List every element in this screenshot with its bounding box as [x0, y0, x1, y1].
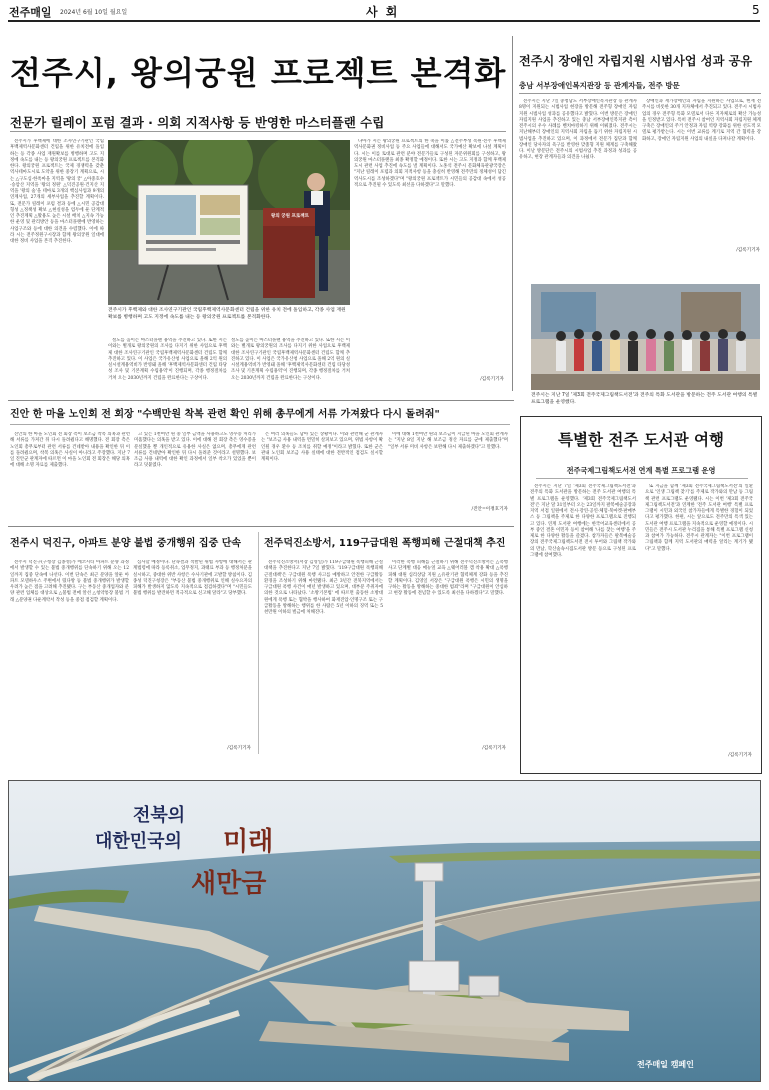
side2-subhead: 전주국제그림책도서전 연계 특별 프로그램 운영 [566, 466, 716, 475]
small2-byline: /김록기기자 [482, 746, 506, 751]
side2-column-1 [530, 484, 636, 748]
lead-photo-caption: 전주시가 후백제와 대한 조사연구기관인 국립후백제역사문화센터 건립을 위한 유치 전에 돌입하고, 각종 사업 재원확보를 병행하며 고도 지정에 속도를 내는 등 왕의궁원 프로젝트를 본격화한다. [108, 308, 346, 320]
small1-column-2 [133, 560, 252, 745]
lead-subhead: 전문가 릴레이 포럼 결과 · 의회 지적사항 등 반영한 마스터플랜 수립 [10, 115, 385, 130]
issue-date: 2024년 6월 10일 월요일 [60, 9, 128, 16]
page-number: 5 [752, 3, 760, 17]
small2-headline: 전주덕진소방서, 119구급대원 폭행피해 근절대책 추진 [264, 538, 506, 549]
banner-column-1 [10, 432, 130, 514]
small2-col1-text: 전주덕진소방서(서장 김영일)가 119구급대원 폭행피해 근절대책을 추진한다고 지난 7일 밝혔다. '119구급대원 폭행피해 근절대책'은 구급대원 폭행 사고를 예방하고 안전한 구급활동 환경을 조성하기 위해 마련됐다. 최근 3년간 전북지역에서는 구급대원 폭행 사건이 매년 발생하고 있으며, 대부분 주취자에 의한 것으로 나타났다. '소방기본법' 에 따르면 출동한 소방대원에게 폭행 또는 협박을 행사하여 화재진압·인명구조 또는 구급활동을 방해하는 행위를 한 사람은 5년 이하의 징역 또는 5천만원 이하의 벌금에 처해진다. [264, 560, 383, 615]
lead-column-2 [108, 338, 227, 382]
banner-col2-text: 고 있는 1천여만 원 중 일부 금액을 사용하고도 영수증 처리가 미흡했다는 의혹을 받고 있다. 이에 대해 전 회장 측은 영수증을 분실했을 뿐 개인적으로 유용한 사실은 없으며, 총무에게 관련 서류를 건네받아 확인한 뒤 다시 돌려준 것이라고 설명했다. 보조금 사용 내역에 대한 확인 과정에서 일부 착오가 있었을 뿐이라고 덧붙였다. [134, 432, 256, 469]
lead-col1-text: 전주시가 후백제에 대한 조사연구기관인 국립후백제역사문화센터 건립을 위한 유치전에 돌입하는 등 각종 사업 재원확보를 병행하며 고도 지정에 속도를 내는 등 왕의궁원 프로젝트를 본격화한다. 왕의궁원 프로젝트는 국제 경쟁력을 갖춘 역사테마도시로 도약을 위한 중장기 계획으로, 시는 △구도심·한옥마을 지역을 '왕의 궁' △아중호수·승암산 지역을 '왕의 정원' △덕진공원·건지산 지역을 '왕의 숲'을 테마로 3개의 핵심사업과 9개의 연계사업, 27개의 세부사업을 추진할 계획이다. 또, 전문가 릴레이 포럼 결과 등에 △시민 공감대 형성 △정책성 확보 △현실성을 염두에 둔 단계적인 추진계획 △활용도 높은 시설 배치 △지속 가능한 운영 및 관리방안 등을 마스터플랜에 반영하는 사업구조와 등에 대한 의견을 수렴했다. 이에 따라 시는 전주정원구시장과 함께 왕의궁원 일대에 대한 정비 사업을 본격 추진한다. [10, 139, 104, 244]
side1-subhead: 충남 서부장애인복지관장 등 관계자들, 전주 방문 [519, 81, 680, 90]
lead-column-3 [231, 338, 350, 382]
lead-column-4 [354, 139, 506, 374]
lead-byline: /김록기기자 [480, 377, 504, 382]
ad-line-4: 새만금 [191, 869, 267, 899]
saemangeum-ad [8, 780, 761, 1082]
side2-rule [536, 478, 748, 479]
column-divider [512, 36, 513, 391]
banner-column-4 [388, 432, 508, 504]
ad-credit: 전주매일 캠페인 [637, 1060, 694, 1069]
small1-headline: 전주시 덕진구, 아파트 분양 불법 중개행위 집중 단속 [10, 538, 242, 549]
banner-byline: /진안=이정호기자 [471, 507, 508, 512]
side1-headline: 전주시 장애인 자립지원 시범사업 성과 공유 [519, 54, 753, 68]
banner-column-2 [134, 432, 256, 514]
small1-col1-text: 전주시 덕진구(구청장 김종성)가 에코시티 아파트 분양 과정에서 발생할 수 있는 불법 중개행위를 단속하기 위해 오는 12일까지 집중 단속에 나선다. 이번 단속은 최근 분양을 앞둔 아파트 모델하우스 주변에서 떴다방 등 불법 중개행위가 발생할 우려가 높은 점을 고려해 추진됐다. 구는 부동산 중개업자와 분양 관련 업체를 대상으로 △불법 전매 알선 △청약통장 불법 거래 △분양권 다운계약서 작성 등을 중점 점검할 계획이다. [10, 560, 129, 603]
small2-column-2 [388, 560, 508, 745]
side1-column-1 [519, 99, 637, 275]
side-photo-caption: 전주시는 지난 7일 '제3회 전주국제그림책도서전'과 전주의 특화 도서관을 방문하는 전주 도서관 여행의 특별 프로그램을 운영했다. [531, 393, 758, 405]
banner-column-3 [261, 432, 383, 514]
ad-line-1: 전북의 [133, 805, 186, 826]
header-rule [8, 20, 760, 22]
side1-col1-text: 전주시는 지난 7일 충청남도 서부장애인복지관장 등 관계자 8명이 지원되는 시범사업 현장을 방문해 전주형 장애인 자립지원 시범사업 성과를 공유했다고 밝혔다. 이번 방문은 장애인 자립지원 사업을 추진하고 있는 충남 서부장애인복지관 측이 전주시의 우수 사례를 벤치마킹하기 위해 이뤄졌다. 전주시는 지난해부터 장애인의 지역사회 자립을 돕기 위한 자립지원 시범사업을 추진하고 있으며, 이 과정에서 전문가 집단과 함께 장애인 당사자의 욕구를 반영한 맞춤형 지원 체계를 구축해왔다. 이날 방문단은 전주시의 시범사업 추진 과정과 성과를 공유하고, 현장 관계자들과 의견을 나눴다. [519, 99, 637, 161]
masthead: 전주매일 [9, 6, 52, 19]
small2-col2-text: 이러한 폭행 피해를 근절하기 위해 전주덕진소방서는 △폭행사고 단계별 대응 매뉴얼 교육 △웨어러블 캠 착용 확대 △폭행 피해 대원 심리상담 지원 △유관기관 협력체계 강화 등을 추진할 계획이다. 김영일 서장은 "구급대원 폭행은 시민의 생명을 구하는 활동을 방해하는 중대한 범죄"라며 "구급대원이 안심하고 현장 활동에 전념할 수 있도록 최선을 다하겠다"고 말했다. [388, 560, 508, 597]
lead-photo-illustration [108, 140, 350, 305]
lead-col2-text: 설도를 높이는 마스터플랜 용역을 추진하고 있다. 또한 시는 이와는 별개로 왕의궁원의 조사를 다지기 위한 사업으로 후백제 대한 조사연구기관인 국립후백제역사문화센터 건립도 함께 추진하고 있다. 이 사업은 국가유산청 사업으로 올해 2억 원의 실시설계용역비가 반영돼 올해 '후백제역사문화센터 건립 타당성 조사 및 기본계획 수립용역'이 진행되며, 각종 행정절차를 거쳐 오는 2030년까지 건립을 완료한다는 구상이다. [108, 338, 227, 381]
lead-col3-text: 나아가 시는 왕의궁원 프로젝트의 한 축을 이룰 △전주부성 복원·전주 후백제 역사문화권 정비사업 등 주요 사업들에 대해서도 국가예산 확보에 나설 계획이다. 시는 이를 토대로 관련 분야 전문가들로 구성된 자문위원회를 구성하고, 왕의궁원 마스터플랜을 최종 확정할 예정이다. 또한 시는 고도 지정과 함께 후백제 도시 관련 사업 추진에 속도를 낼 계획이다. 노홍석 전주시 문화체육관광국장은 "지난 릴레이 포럼과 의회 지적사항 등을 충실히 반영해 전주만의 정체성이 담긴 역사도시를 조성하겠다"며 "왕의궁원 프로젝트가 시민들의 공감대 속에서 성공적으로 추진될 수 있도록 최선을 다하겠다"고 말했다. [354, 139, 506, 188]
small2-column-1 [264, 560, 383, 752]
side1-rule [519, 93, 761, 94]
podium-sign: 왕의 궁원 프로젝트 [271, 214, 309, 219]
lead-headline: 전주시, 왕의궁원 프로젝트 본격화 [10, 54, 507, 92]
banner-col1-text: 진안의 한 마을 노인회 전 회장 측이 보조금 착복 의혹과 관련해 서류를 가져간 뒤 다시 돌려줬다고 해명했다. 전 회장 측은 노인회 총무로부터 관련 서류를 건네받아 내용을 확인한 뒤 이를 돌려줬으며, 착복 의혹은 사실이 아니라고 주장했다. 지난 7일 진안군 관계자에 따르면 이 마을 노인회 전 회장은 해당 의혹에 대해 소명 자료를 제출했다. [10, 432, 130, 469]
small1-col2-text: 심사할 예정이다. 단속결과 적발된 위법 사항에 대해서는 관계법령에 따라 등록취소, 업무정지, 과태료 부과 등 행정처분을 실시하고, 중대한 위반 사항은 수사기관에 고발할 방침이다. 김종성 덕진구청장은 "부동산 불법 중개행위로 인해 실수요자의 피해가 발생하지 않도록 지속적으로 점검하겠다"며 "시민들도 불법 행위를 발견하면 적극적으로 신고해 달라"고 당부했다. [133, 560, 252, 597]
lead-column-1 [10, 139, 104, 372]
banner-col3-text: 은 여러 의혹들도 남아 있는 상황이다. 이와 관련해 군 관계자는 "보조금 사용 내역을 면밀히 살펴보고 있으며, 위법 사항이 확인될 경우 환수 등 조치를 취할 예정"이라고 밝혔다. 또한 군은 관내 노인회 보조금 사용 실태에 대한 전반적인 점검도 실시할 계획이다. [261, 432, 383, 462]
side2-col1-text: 전주시는 지난 7일 '제3회 전주국제그림책도서전'과 전주의 특화 도서관을 방문하는 전주 도서관 여행의 특별 프로그램을 운영했다. '제3회 전주국제그림책도서전'은 지난 달 31일부터 오는 23일까지 팔복예술공장과 지역 서점 일원에서 전시·강연·공연·체험·북마켓·판매부스 등 그림책을 주제로 한 다양한 프로그램으로 진행되고 있다. 연계 도서관 여행에는 한국어교육센터에서 공부 중인 결혼 이민자 등이 참여해 '나를 찾는 여행'을 주제로 한 다양한 활동을 즐겼다. 참가자들은 팔복예술공장의 전주국제그림책도서전 전시 투어와 그림책 작가와의 만남, 학산숲속시집도서관 방문 등으로 구성된 프로그램에 참여했다. [530, 484, 636, 558]
banner-rule [10, 424, 510, 425]
side2-column-2 [645, 484, 753, 748]
ad-line-2: 대한민국의 [95, 831, 182, 852]
side1-col2-text: 장애인과 재가장애인의 자립을 지원하는 사업으로, 현재 전주시를 비롯한 30개 지자체에서 추진되고 있다. 전주시 시범사업의 경우 전주형 특화 모델로서 다른 지자체로의 확산 가능성을 인정받고 있다. 특히 전주시 참여인 지역사회 자립지원 체계 구축은 장애인의 주거 안정과 자립 역량 강화를 위한 선도적 모델로 평가받는다. 시는 이번 교류를 계기로 지역 간 협력을 강화하고, 장애인 자립지원 사업의 내실을 다져나갈 계획이다. [642, 99, 761, 142]
small-top-rule [8, 526, 514, 527]
small1-column-1 [10, 560, 129, 752]
small-divider [258, 532, 259, 754]
banner-top-rule [8, 400, 514, 401]
lead-subhead-rule [10, 131, 506, 132]
small1-byline: /김록기기자 [227, 746, 251, 751]
ad-line-3: 미래 [223, 827, 274, 857]
side1-byline: /김록기기자 [736, 248, 760, 253]
side2-headline: 특별한 전주 도서관 여행 [558, 431, 724, 449]
lead-col3-intro: 설도를 높이는 마스터플랜 용역을 추진하고 있다. 또한 시는 이와는 별개로 왕의궁원의 조사를 다지기 위한 사업으로 후백제 대한 조사연구기관인 국립후백제역사문화센터 건립도 함께 추진하고 있다. 이 사업은 국가유산청 사업으로 올해 2억 원의 실시설계용역비가 반영돼 올해 '후백제역사문화센터 건립 타당성 조사 및 기본계획 수립용역'이 진행되며, 각종 행정절차를 거쳐 오는 2030년까지 건립을 완료한다는 구상이다. [231, 338, 350, 381]
section-title: 사 회 [366, 5, 400, 19]
banner-col4-text: 이에 대해 1천여만 원의 보조금이 지급된 마을 노인회 관계자는 "지난 8일 지난 해 보조금 정산 자료를 군에 제출했다"며 "일부 서류 미비 사항은 보완해 다시 제출하겠다"고 말했다. [388, 432, 508, 450]
banner-headline: 진안 한 마을 노인회 전 회장 "수백만원 착복 관련 확인 위해 총무에게 서류 가져왔다 다시 돌려줘" [10, 409, 440, 420]
side2-byline: /김록기기자 [728, 753, 752, 758]
side1-column-2 [642, 99, 761, 249]
lead-photo [108, 140, 350, 305]
side-photo-illustration [531, 284, 760, 390]
side-photo [531, 284, 760, 390]
side2-col2-text: 또 지금을 함께 '제3회 전주국제그림책도서전'의 일환으로 '인생 그림책 찾기'를 주제로 작가와의 만남 등 그림책 관련 프로그램도 운영됐다. 시는 이번 '제3회 전주국제그림책도서전'과 연계한 '전주 도서관 여행' 특별 프로그램이 시민과 외국인 참가자들에게 특별한 경험이 되었다고 평가했다. 한편, 시는 앞으로도 전주만의 특색 있는 도서관 여행 프로그램을 지속적으로 운영할 예정이다. 시민들은 전주시 도서관 누리집을 통해 특별 프로그램 신청과 참여가 가능하다. 전주시 관계자는 "이번 프로그램이 그림책과 함께 지역 도서관의 매력을 알리는 계기가 됐다"고 말했다. [645, 484, 753, 552]
